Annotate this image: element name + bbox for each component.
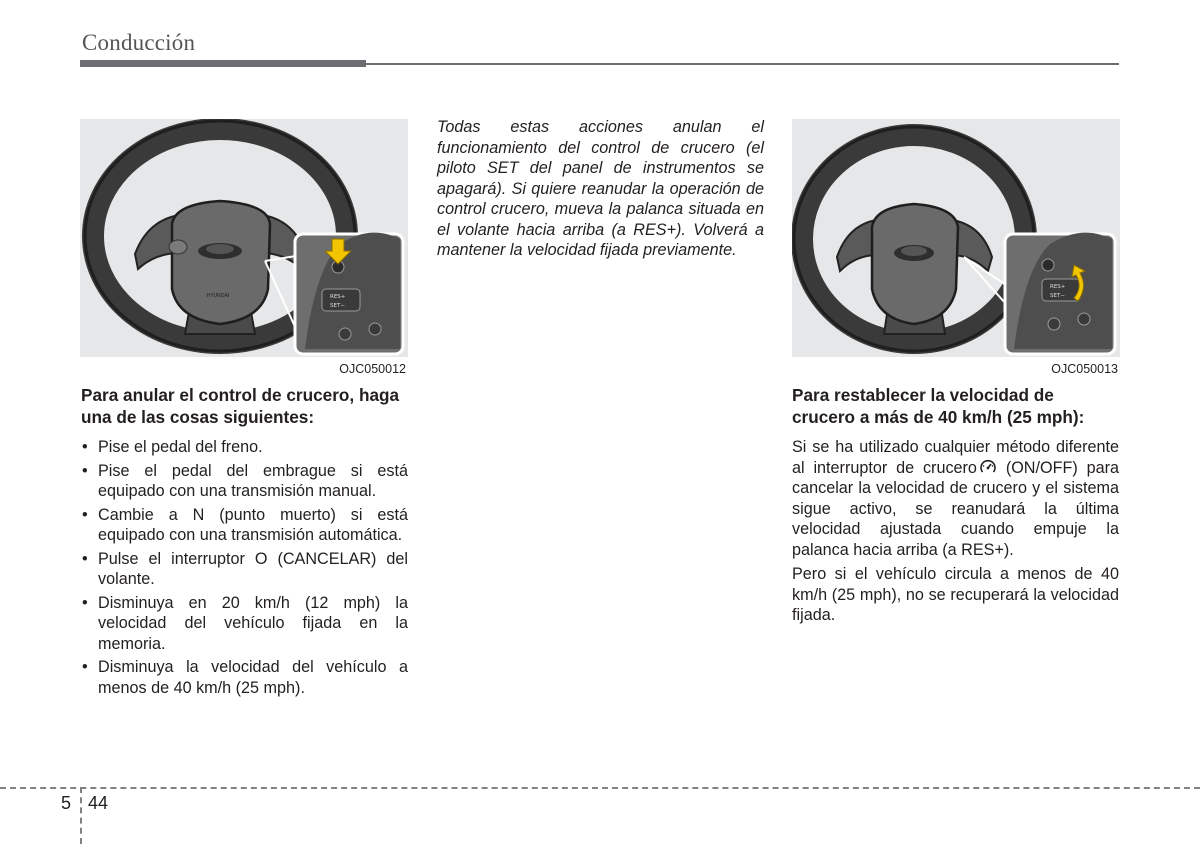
steering-wheel-illustration-right: [792, 119, 1120, 357]
resume-paragraph-2: Pero si el vehículo circula a menos de 40 km/h (25 mph), no se recuperará la velocidad fijada.: [792, 565, 1119, 624]
middle-paragraph: Todas estas acciones anulan el funcionamiento del control de crucero (el piloto SET del panel de instrumentos se apagará). Si quiere reanudar la operación de control crucero, mueva la palanca situada en el volante hacia arriba (a RES+). Volverá a mantener la velocidad fijada previamente.: [437, 118, 764, 259]
figure-code-left: OJC050012: [339, 362, 406, 376]
resume-paragraph-1: [792, 437, 1119, 560]
list-item: • Pise el pedal del freno.: [81, 437, 408, 458]
cruise-control-icon: [979, 458, 997, 476]
cancel-heading: Para anular el control de crucero, haga una de las cosas siguientes:: [81, 385, 400, 427]
figure-resume-lever: [792, 119, 1120, 376]
header-rule-thick: [80, 60, 366, 67]
svg-text:HYUNDAI: HYUNDAI: [206, 293, 230, 299]
footer-vertical-divider: [80, 787, 82, 844]
resume-text-before-icon: Si se ha utilizado cualquier método diferente al interruptor de crucero: [792, 438, 1119, 477]
wheel-label-res: RES+: [330, 294, 346, 300]
list-item: • Disminuya la velocidad del vehículo a menos de 40 km/h (25 mph).: [81, 657, 408, 698]
wheel-label-set: SET−: [330, 303, 345, 309]
figure-code-right: OJC050013: [1051, 362, 1118, 376]
resume-text-after-icon: (ON/OFF) para cancelar la velocidad de crucero y el sistema sigue activo, se reanudará la última velocidad ajustada cuando empuje la palanca hacia arriba (a RES+).: [792, 458, 1119, 559]
figure-cancel-switch: [80, 119, 408, 376]
cancel-list: [81, 437, 408, 698]
middle-column: [437, 117, 764, 261]
resume-heading: Para restablecer la velocidad de crucero a más de 40 km/h (25 mph):: [792, 385, 1085, 427]
list-item: • Pulse el interruptor O (CANCELAR) del volante.: [81, 549, 408, 590]
header-rule-thin: [366, 63, 1119, 65]
right-column: [792, 385, 1119, 630]
page-chapter: 5: [61, 793, 72, 813]
wheel-label-set-right: SET−: [1050, 293, 1065, 299]
steering-wheel-illustration: [80, 119, 408, 357]
page-number: 44: [88, 793, 109, 813]
header-title: Conducción: [82, 30, 196, 55]
list-item: • Pise el pedal del embrague si está equipado con una transmisión manual.: [81, 461, 408, 502]
list-item: • Cambie a N (punto muerto) si está equipado con una transmisión automática.: [81, 505, 408, 546]
footer-divider: [0, 787, 1200, 789]
wheel-label-res-right: RES+: [1050, 284, 1066, 290]
list-item: • Disminuya en 20 km/h (12 mph) la velocidad del vehículo fijada en la memoria.: [81, 593, 408, 655]
left-column: [81, 385, 408, 701]
